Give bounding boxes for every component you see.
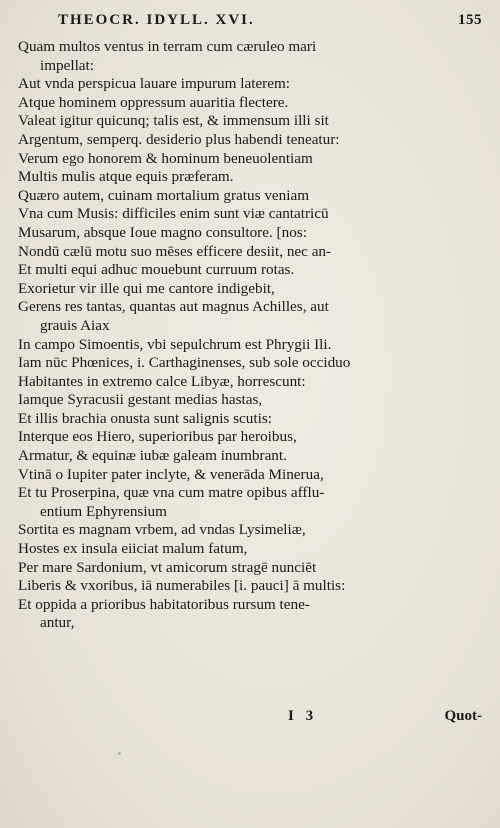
text-line: Atque hominem oppressum auaritia flectere.	[18, 93, 289, 111]
text-line: impellat:	[40, 56, 94, 74]
text-line: Liberis & vxoribus, iā numerabiles [i. pauci] ā multis:	[18, 577, 346, 595]
text-line: grauis Aiax	[40, 316, 110, 334]
text-line: Interque eos Hiero, superioribus par heroibus,	[18, 428, 297, 446]
text-line: Iam nūc Phœnices, i. Carthaginenses, sub sole occiduo	[18, 354, 351, 372]
text-line: Vna cum Musis: difficiles enim sunt viæ cantatricū	[18, 205, 329, 223]
text-line: Argentum, semperq. desiderio plus habendi teneatur:	[18, 130, 340, 148]
text-line: Sortita es magnam vrbem, ad vndas Lysimeliæ,	[18, 521, 306, 539]
text-line: In campo Simoentis, vbi sepulchrum est Phrygii Ili.	[18, 335, 332, 353]
text-block	[18, 38, 492, 633]
page-footer	[18, 708, 482, 730]
text-line: Musarum, absque Ioue magno consultore. [nos:	[18, 223, 307, 241]
paper-speck	[118, 752, 121, 755]
text-line: Valeat igitur quicunq; talis est, & immensum illi sit	[18, 112, 329, 130]
text-line: antur,	[40, 614, 75, 632]
running-head: THEOCR. IDYLL. XVI.	[58, 12, 255, 28]
text-line: Hostes ex insula eiiciat malum fatum,	[18, 540, 248, 558]
catchword: Quot-	[444, 708, 482, 724]
page-header	[58, 8, 482, 32]
text-line: Quæro autem, cuinam mortalium gratus veniam	[18, 186, 310, 204]
text-line: Et tu Proserpina, quæ vna cum matre opibus afflu-	[18, 484, 325, 502]
text-line: Gerens res tantas, quantas aut magnus Achilles, aut	[18, 298, 329, 316]
text-line: Armatur, & equinæ iubæ galeam inumbrant.	[18, 447, 287, 465]
text-line: Et multi equi adhuc mouebunt curruum rotas.	[18, 261, 295, 279]
text-line: Nondū cælū motu suo mēses efficere desiit, nec an-	[18, 242, 332, 260]
text-line: Per mare Sardonium, vt amicorum stragē nunciēt	[18, 558, 317, 576]
text-line: Vtinā o Iupiter pater inclyte, & venerāda Minerua,	[18, 465, 324, 483]
text-line: Aut vnda perspicua lauare impurum laterem:	[18, 75, 291, 93]
text-line: Exorietur vir ille qui me cantore indigebit,	[18, 279, 275, 297]
page-number: 155	[458, 12, 482, 28]
text-line: Quam multos ventus in terram cum cæruleo mari	[18, 38, 317, 55]
text-line: Verum ego honorem & hominum beneuolentiam	[18, 149, 313, 167]
text-line: Et oppida a prioribus habitatoribus rursum tene-	[18, 595, 310, 613]
text-line: Iamque Syracusii gestant medias hastas,	[18, 391, 263, 409]
signature-mark: I 3	[288, 708, 318, 724]
text-line: Multis mulis atque equis præferam.	[18, 168, 234, 186]
text-line: entium Ephyrensium	[40, 502, 167, 520]
text-line: Et illis brachia onusta sunt salignis scutis:	[18, 409, 272, 427]
text-line: Habitantes in extremo calce Libyæ, horrescunt:	[18, 372, 306, 390]
